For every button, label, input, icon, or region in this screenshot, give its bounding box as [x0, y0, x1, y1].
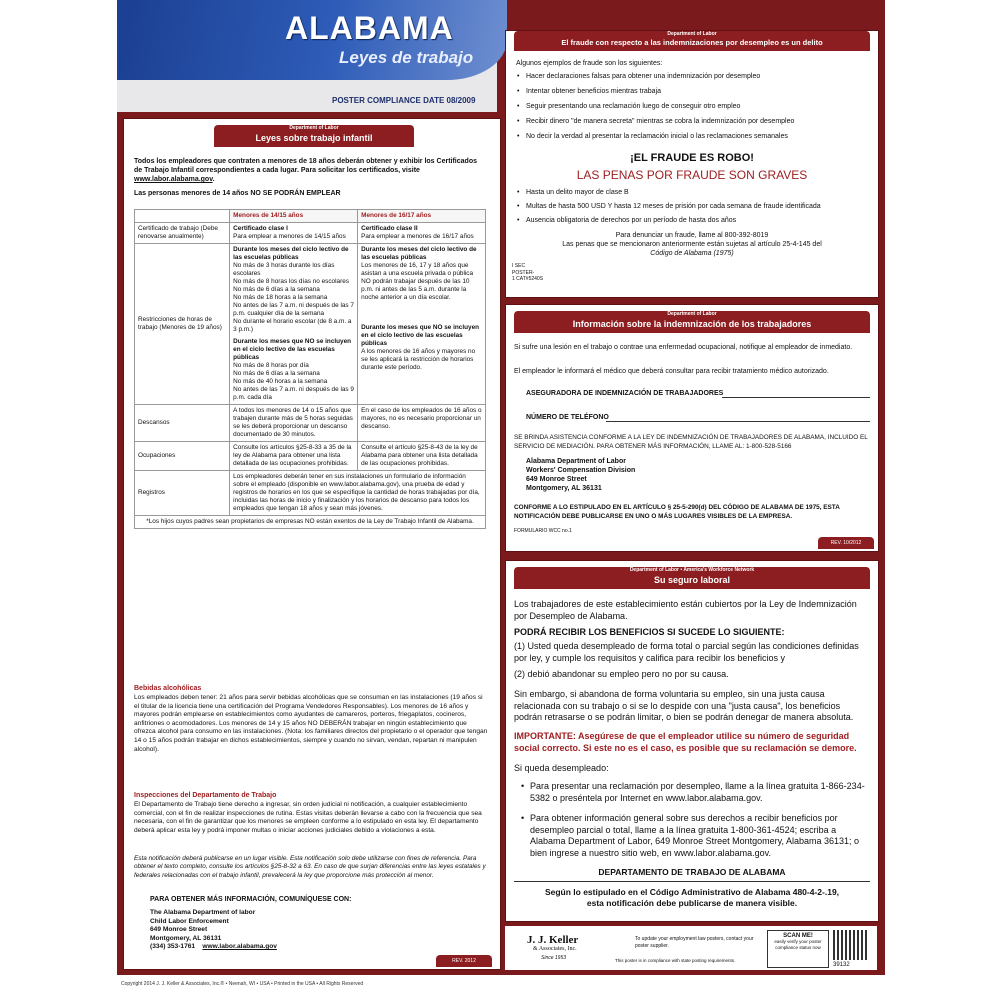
comp-address — [526, 457, 635, 493]
row-label: Registros — [135, 471, 230, 516]
fraud-dept: Department of Labor — [667, 31, 717, 37]
list-item: No más de 18 horas a la semana — [233, 294, 328, 301]
brand-sub: & Associates, Inc. — [533, 946, 577, 952]
list-item: No durante el horario escolar (de 8 a.m. a 3 p.m.) — [233, 318, 352, 333]
inspection-text: El Departamento de Trabajo tiene derecho a ingresar, sin orden judicial ni notificación, a cualquier establecimiento comercial, con el fin de realizar inspecciones de rutina. Estas visitas deberán llevarse a cabo con la frecuencia que sea necesaria, con el fin de garantizar que los menores se empleen conforme a lo estipulado en esta ley. El departamento deberá aplicar esta ley y podrá imponer multas o iniciar acciones judiciales debido a violaciones a esta. — [134, 801, 482, 834]
unemp-c2: (2) debió abandonar su empleo pero no por su causa. — [514, 669, 729, 679]
table-corner — [135, 210, 230, 223]
unemp-divider — [514, 881, 870, 882]
insurer-field[interactable] — [722, 397, 870, 398]
code-line: 1 CAT#5240S — [512, 276, 544, 282]
address-line: Montgomery, AL 36131 — [526, 485, 602, 492]
col-14-15: Menores de 14/15 años — [230, 210, 358, 223]
compliance-date: POSTER COMPLIANCE DATE 08/2009 — [332, 96, 476, 105]
unemp-important: IMPORTANTE: Asegúrese de que el empleador utilice su número de seguridad social correcto. Si este no es el caso, es posible que su reclamación se demore. — [514, 731, 857, 753]
comp-conform: CONFORME A LO ESTIPULADO EN EL ARTÍCULO § 25-5-290(d) DEL CÓDIGO DE ALABAMA DE 1975, ESTA NOTIFICACIÓN DEBE PUBLICARSE EN UNO O MÁS LUGARES VISIBLES DE LA EMPRESA. — [514, 504, 840, 520]
list-item: No más de 8 horas por día — [233, 362, 309, 369]
no-employ: Las personas menores de 14 años NO SE PODRÁN EMPLEAR — [134, 190, 341, 197]
comp-rev: REV. 10/2012 — [830, 540, 862, 546]
hours-nonschool-text-16: A los menores de 16 años y mayores no se les aplicará la restricción de horarios durante este período. — [361, 348, 476, 371]
address-line: 649 Monroe Street — [150, 926, 208, 934]
intro-a: Todos los empleadores que contraten a menores de 18 años deberán obtener y exhibir los — [134, 158, 435, 165]
alcohol-text: Los empleados deben tener: 21 años para servir bebidas alcohólicas que se consuman en las instalaciones (19 años si el titular de la licencia tiene una certificación del Programa Vendedores Responsables). Los menores de 16 años y mayores podrán emplearse en establecimientos como ayudantes de camareros, porteros, friegaplatos, cocineros, anfitriones o acomodadores. Los menores de 14 y 15 años NO DEBERÁN trabajar en ningún establecimiento que ofrezca alcohol para consumo en las instalaciones. (Nota: los familiares directos del propietario o el operador que tengan 14 o 15 años podrán trabajar en dichos establecimientos, siempre y cuando no sirvan, vendan, repartan ni manipulen alcohol). — [134, 694, 488, 753]
list-item: No más de 8 horas los días no escolares — [233, 278, 349, 285]
table-row — [135, 244, 486, 405]
fraud-report — [506, 231, 878, 258]
unemp-if: Si queda desempleado: — [514, 763, 609, 773]
penalty-item: • Multas de hasta 500 USD Y hasta 12 meses de prisión por cada semana de fraude identificada — [526, 202, 821, 211]
unemp-p2: Sin embargo, si abandona de forma voluntaria su empleo, sin una justa causa relacionada con su trabajo o si se lo despide con una "justa causa", los beneficios podrán retrasarse o se podrán limitar, o bien se podrán denegar de manera absoluta. — [514, 689, 854, 722]
unemp-title: Su seguro laboral — [653, 575, 731, 585]
workers-comp-panel — [505, 304, 879, 552]
hours-school-heading: Durante los meses del ciclo lectivo de las escuelas públicas — [233, 246, 349, 261]
fraud-title: El fraude con respecto a las indemnizaciones por desempleo es un delito — [561, 38, 823, 47]
fraud-item: • Recibir dinero "de manera secreta" mientras se cobra la indemnización por desempleo — [526, 117, 794, 126]
child-labor-title: Leyes sobre trabajo infantil — [255, 133, 373, 143]
fraud-report-line: Las penas que se mencionaron anteriormente están sujetas al artículo 25-4-145 del — [562, 241, 822, 248]
brand-since: Since 1953 — [541, 955, 567, 961]
table-header-row — [135, 210, 486, 223]
unemp-dept: Department of Labor • America's Workforce Network — [629, 567, 755, 573]
row-label: Certificado de trabajo (Debe renovarse anualmente) — [135, 223, 230, 244]
table-cell — [358, 244, 486, 405]
address-line: The Alabama Department of labor — [150, 909, 256, 916]
cert-class-1: Certificado clase I — [233, 225, 288, 232]
unemp-title-bar — [514, 567, 870, 589]
comp-rev-tab — [818, 537, 874, 549]
address-line: Alabama Department of Labor — [526, 458, 626, 465]
table-row — [135, 223, 486, 244]
cert-class-2-desc: Para emplear a menores de 16/17 años — [361, 233, 474, 240]
intro-c: . — [212, 176, 215, 183]
address-line: Workers' Compensation Division — [526, 467, 636, 474]
list-item: No antes de las 7 a.m. ni después de las 7 p.m. cualquier día de la semana — [233, 302, 354, 317]
table-cell: A todos los menores de 14 o 15 años que trabajen durante más de 5 horas seguidas se les deberá proporcionar un descanso documentado de 30 minutos. — [230, 405, 358, 442]
table-row — [135, 442, 486, 471]
fraud-item: • Intentar obtener beneficios mientras trabaja — [526, 87, 661, 96]
bottom-strip — [505, 926, 877, 970]
cert-class-1-desc: Para emplear a menores de 14/15 años — [233, 233, 346, 240]
posting-note: Esta notificación deberá publicarse en un lugar visible. Esta notificación solo debe utilizarse con fines de referencia. Para obtener el texto completo, consulte los artículos §25-8-32 a 63. En caso de que surjan diferencias entre las leyes estatales y federales relacionadas con el trabajo infantil, prevalecerá la ley que proporcione más protección al menor. — [134, 855, 486, 879]
comp-title: Información sobre la indemnización de los trabajadores — [572, 319, 812, 329]
fraud-code — [512, 263, 543, 283]
unemp-bullet: • Para presentar una reclamación por desempleo, llame a la línea gratuita 1-866-234-5382 o preséntela por Internet en www.labor.alabama.gov. — [530, 781, 868, 804]
unemp-p1: Los trabajadores de este establecimiento están cubiertos por la Ley de Indemnización por Desempleo de Alabama. — [514, 599, 857, 621]
penalty-item: • Hasta un delito mayor de clase B — [526, 188, 629, 197]
list-item: No más de 40 horas a la semana — [233, 378, 328, 385]
child-intro — [134, 157, 484, 184]
qr-code-icon[interactable] — [833, 930, 869, 960]
row-label: Ocupaciones — [135, 442, 230, 471]
fraud-item: • Seguir presentando una reclamación luego de conseguir otro empleo — [526, 102, 740, 111]
row-label: Descansos — [135, 405, 230, 442]
penalty-item: • Ausencia obligatoria de derechos por un período de hasta dos años — [526, 216, 736, 225]
fraud-intro: Algunos ejemplos de fraude son los siguientes: — [516, 60, 663, 67]
intro-b: Certificados de Trabajo Infantil correspondientes a cada lugar. Para solicitar los certificados, visite — [134, 158, 477, 174]
fraud-report-line: Código de Alabama (1975) — [650, 250, 734, 257]
list-item: No más de 3 horas durante los días escolares — [233, 262, 335, 277]
intro-link[interactable]: www.labor.alabama.gov — [134, 176, 213, 183]
child-labor-table — [134, 209, 486, 529]
fraud-robo: ¡EL FRAUDE ES ROBO! — [630, 152, 754, 164]
more-info-heading: PARA OBTENER MÁS INFORMACIÓN, COMUNÍQUESE CON: — [150, 896, 352, 903]
unemp-bullet: • Para obtener información general sobre sus derechos a recibir beneficios por desempleo parcial o total, llame a la línea gratuita 1-800-361-4524; escriba a Alabama Department of Labor, 649 Monroe Street Montgomery, Alabama 36131; o bien ingrese a nuestro sitio web, en www.labor.alabama.gov. — [530, 813, 868, 859]
child-rev-tab — [436, 955, 492, 967]
hours-school-text-16: Los menores de 16, 17 y 18 años que asistan a una escuela privada o pública NO podrán trabajar después de las 10 p.m. ni antes de las 5 a.m. durante la noche anterior a un día escolar. — [361, 262, 474, 301]
inspection-heading: Inspecciones del Departamento de Trabajo — [134, 792, 277, 799]
code-line: POSTER- — [512, 269, 535, 276]
comp-form: FORMULARIO WCC no.1 — [514, 528, 572, 534]
insurer-label: ASEGURADORA DE INDEMNIZACIÓN DE TRABAJADORES — [526, 390, 724, 397]
unemployment-panel — [505, 560, 879, 922]
comp-p2: El empleador le informará el médico que deberá consultar para recibir tratamiento médico autorizado. — [514, 368, 829, 375]
state-subtitle: Leyes de trabajo — [339, 48, 474, 67]
table-cell: Consulte los artículos §25-8-33 a 35 de la ley de Alabama para obtener una lista detallada de las ocupaciones prohibidas. — [230, 442, 358, 471]
alcohol-heading: Bebidas alcohólicas — [134, 685, 202, 692]
poster-number: 39132 — [833, 962, 850, 968]
address-line: Child Labor Enforcement — [150, 917, 229, 925]
unemp-h1: PODRÁ RECIBIR LOS BENEFICIOS SI SUCEDE LO SIGUIENTE: — [514, 627, 785, 637]
fraud-report-line: Para denunciar un fraude, llame al 800-392-8019 — [615, 232, 769, 239]
col-16-17: Menores de 16/17 años — [358, 210, 486, 223]
child-labor-dept: Department of Labor — [289, 125, 339, 131]
header — [117, 0, 497, 112]
unemp-dept-al: DEPARTAMENTO DE TRABAJO DE ALABAMA — [598, 867, 786, 877]
table-row — [135, 405, 486, 442]
comp-assist: SE BRINDA ASISTENCIA CONFORME A LA LEY DE INDEMNIZACIÓN DE TRABAJADORES DE ALABAMA, INCLUIDO EL SERVICIO DE MEDIACIÓN. PARA OBTENER MÁS INFORMACIÓN, LLAME AL: 1-800-528-5166 — [514, 434, 868, 450]
brand: J. J. Keller — [527, 934, 579, 946]
comp-dept: Department of Labor — [667, 311, 717, 317]
list-item: No más de 6 días a la semana — [233, 370, 320, 377]
table-footnote: *Los hijos cuyos padres sean propietarios de empresas NO están exentos de la Ley de Trabajo Infantil de Alabama. — [135, 516, 486, 529]
child-labor-title-bar — [214, 125, 414, 147]
address-link[interactable]: www.labor.alabama.gov — [202, 943, 277, 951]
table-row — [135, 516, 486, 529]
address-phone: (334) 353-1761 — [150, 943, 196, 951]
table-cell: En el caso de los empleados de 16 años o mayores, no es necesario proporcionar un descanso. — [358, 405, 486, 442]
phone-field[interactable] — [606, 421, 870, 422]
cert-class-2: Certificado clase II — [361, 225, 418, 232]
unemp-admin: Según lo estipulado en el Código Administrativo de Alabama 480-4-2-.19, esta notificación debe publicarse de manera visible. — [544, 887, 840, 908]
table-cell: Los empleadores deberán tener en sus instalaciones un formulario de información sobre el empleado (disponible en www.labor.alabama.gov), una prueba de edad y registros de horarios en los que se especifique la cantidad de horas trabajadas por día, incluidas las horas de inicio y finalización y los horarios de descanso para todos los empleados que tengan 18 años y sean más jóvenes. — [230, 471, 486, 516]
list-item: No antes de las 7 a.m. ni después de las 9 p.m. cada día — [233, 386, 354, 401]
address-line: 649 Monroe Street — [526, 476, 587, 483]
poster — [117, 0, 885, 975]
fraud-title-bar — [514, 31, 870, 51]
child-rev: REV. 2012 — [452, 958, 476, 964]
phone-label: NÚMERO DE TELÉFONO — [526, 414, 609, 421]
child-labor-panel — [123, 118, 501, 970]
code-line: I SEC — [512, 263, 526, 269]
comp-p1: Si sufre una lesión en el trabajo o contrae una enfermedad ocupacional, notifique al empleador de inmediato. — [514, 344, 853, 351]
table-cell — [230, 223, 358, 244]
table-cell: Consulte el artículo §25-8-43 de la ley de Alabama para obtener una lista detallada de las ocupaciones prohibidas. — [358, 442, 486, 471]
hours-nonschool-heading-16: Durante los meses que NO se incluyen en el ciclo lectivo de las escuelas públicas — [361, 324, 480, 347]
table-cell — [358, 223, 486, 244]
table-row — [135, 471, 486, 516]
address-line: Montgomery, AL 36131 — [150, 934, 222, 942]
update-note: To update your employment law posters, contact your poster supplier. — [635, 936, 754, 949]
state-title: ALABAMA — [285, 10, 454, 46]
copyright-footer — [117, 975, 885, 1000]
copyright-text: Copyright 2014 J. J. Keller & Associates, Inc.® • Neenah, WI • USA • Printed in the USA • All Rights Reserved — [121, 981, 364, 987]
scan-desc: easily verify your poster compliance status now — [774, 939, 822, 950]
comp-title-bar — [514, 311, 870, 333]
scan-box — [767, 930, 829, 968]
unemp-c1: (1) Usted queda desempleado de forma total o parcial según las condiciones definidas por ley, y cumple los requisitos y califica para recibir los beneficios y — [514, 641, 859, 663]
child-contact-address — [150, 909, 277, 952]
list-item: No más de 6 días a la semana — [233, 286, 320, 293]
scan-label: SCAN ME! — [783, 933, 813, 939]
fraud-panel — [505, 30, 879, 298]
hours-school-heading-16: Durante los meses del ciclo lectivo de las escuelas públicas — [361, 246, 477, 261]
table-cell — [230, 244, 358, 405]
fraud-penalties: LAS PENAS POR FRAUDE SON GRAVES — [576, 168, 808, 182]
comply-note: This poster is in compliance with state posting requirements. — [615, 958, 736, 963]
jj-keller-logo — [511, 932, 621, 964]
hours-nonschool-heading: Durante los meses que NO se incluyen en el ciclo lectivo de las escuelas públicas — [233, 338, 352, 361]
row-label: Restricciones de horas de trabajo (Menores de 19 años) — [135, 244, 230, 405]
fraud-item: • No decir la verdad al presentar la reclamación inicial o las reclamaciones semanales — [526, 132, 788, 141]
fraud-item: • Hacer declaraciones falsas para obtener una indemnización por desempleo — [526, 72, 760, 81]
